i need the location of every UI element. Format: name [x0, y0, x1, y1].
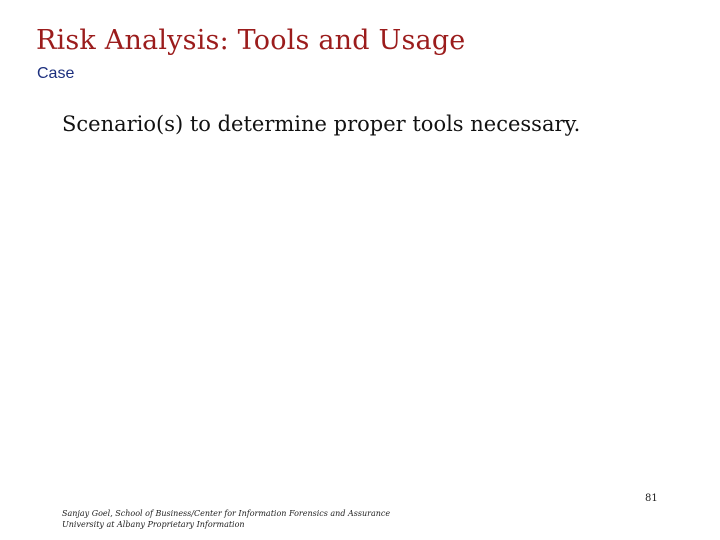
slide-title: Risk Analysis: Tools and Usage	[36, 25, 466, 56]
slide-subtitle: Case	[37, 65, 75, 82]
footer-line-author: Sanjay Goel, School of Business/Center for Information Forensics and Assurance	[62, 509, 391, 518]
footer-line-proprietary: University at Albany Proprietary Information	[62, 520, 245, 529]
footer	[62, 508, 390, 530]
slide-body-text: Scenario(s) to determine proper tools necessary.	[62, 112, 581, 136]
page-number: 81	[645, 493, 658, 504]
